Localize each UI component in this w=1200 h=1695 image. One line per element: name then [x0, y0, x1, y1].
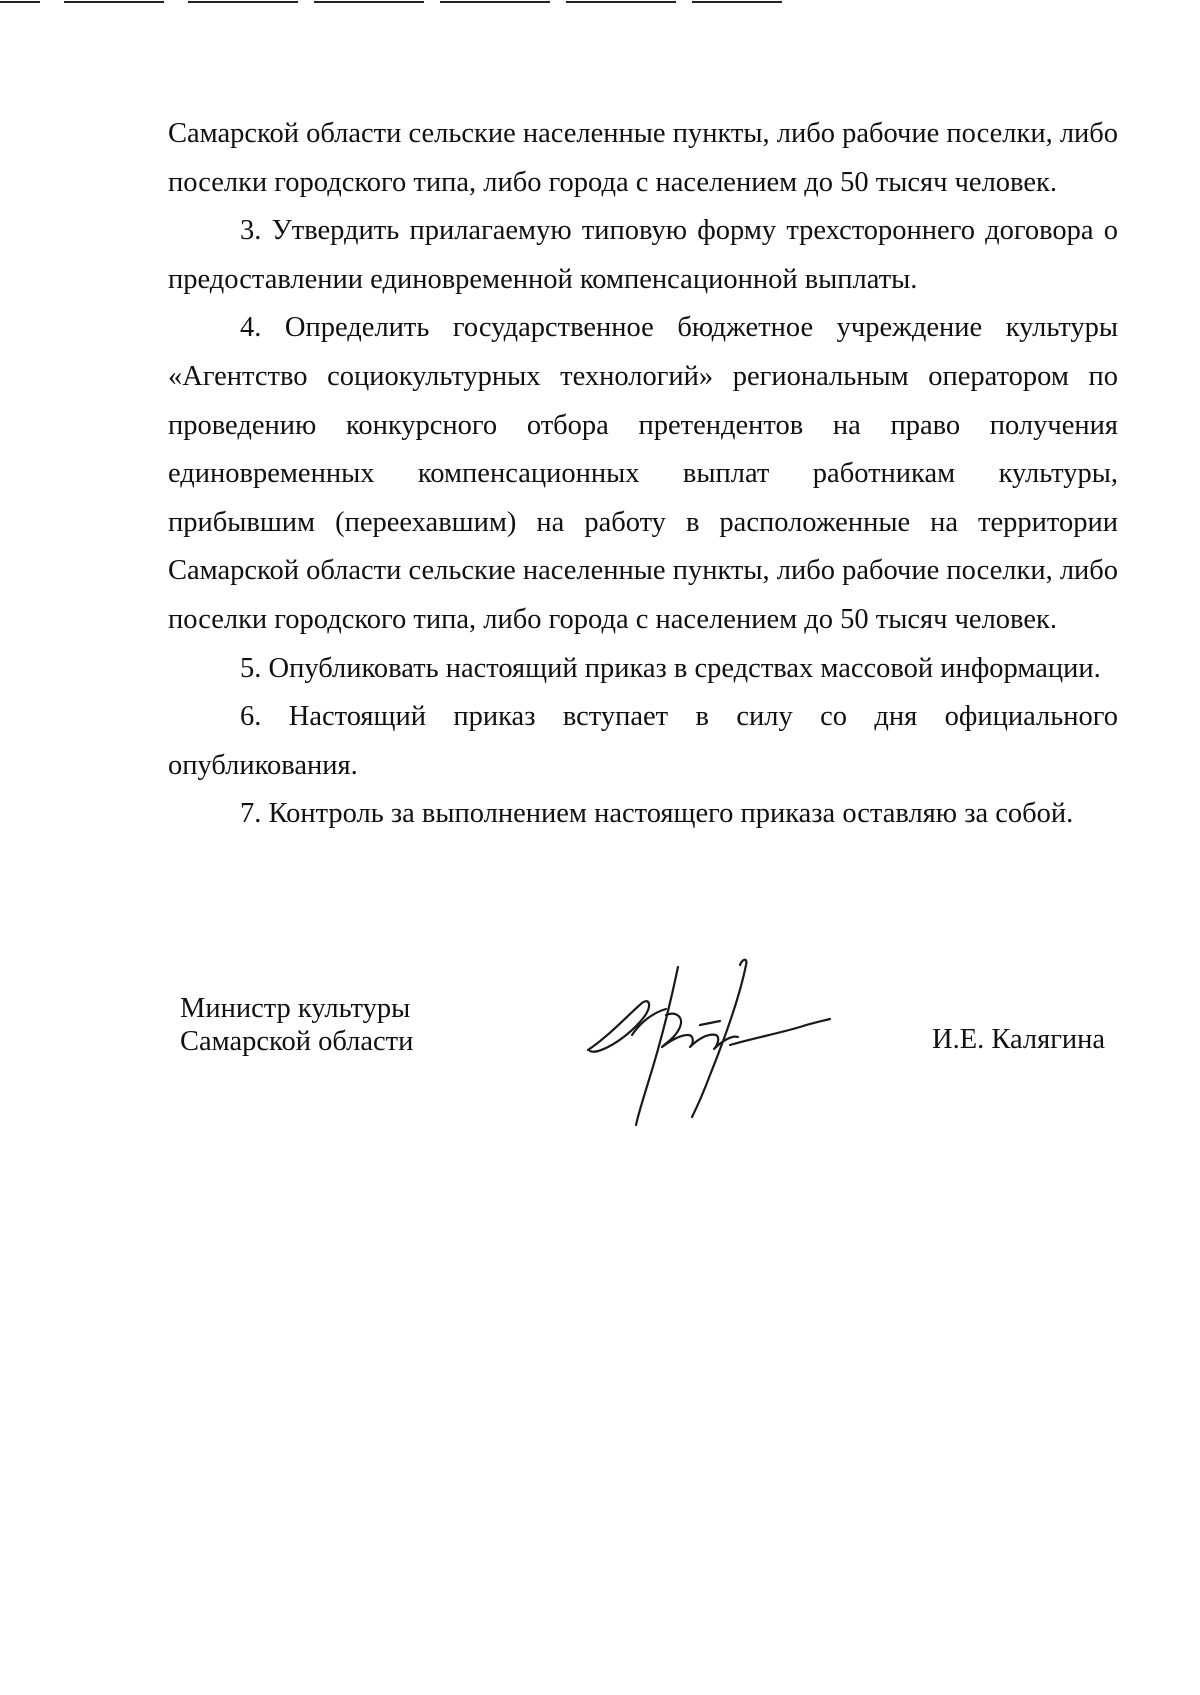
- signer-name: И.Е. Калягина: [932, 1024, 1106, 1055]
- item-4-line: прибывшим (переехавшим) на работу в расположенные на территории: [168, 506, 1118, 538]
- scan-artifact-line: [314, 1, 424, 3]
- signer-position-line: Министр культуры: [180, 993, 411, 1024]
- handwritten-signature: [580, 955, 840, 1145]
- scan-artifact-line: [692, 1, 782, 3]
- scan-artifact-line: [188, 1, 298, 3]
- item-5-line: 5. Опубликовать настоящий приказ в средствах массовой информации.: [240, 652, 1101, 684]
- item-6-line: опубликования.: [168, 749, 358, 781]
- document-body: [168, 110, 1118, 839]
- scan-artifact-line: [566, 1, 676, 3]
- item-3-line: 3. Утвердить прилагаемую типовую форму трехстороннего договора о: [240, 215, 1118, 247]
- signer-position-line: Самарской области: [180, 1026, 414, 1057]
- body-line: Самарской области сельские населенные пункты, либо рабочие поселки, либо: [168, 118, 1119, 149]
- item-4-line: Самарской области сельские населенные пункты, либо рабочие поселки, либо: [168, 555, 1119, 587]
- scan-artifact-line: [440, 1, 550, 3]
- scan-artifact-line: [0, 1, 40, 3]
- scan-artifact-line: [64, 1, 164, 3]
- item-4-line: проведению конкурсного отбора претендентов на право получения: [168, 409, 1118, 441]
- body-line: поселки городского типа, либо города с населением до 50 тысяч человек.: [168, 166, 1057, 198]
- item-7-line: 7. Контроль за выполнением настоящего приказа оставляю за собой.: [240, 798, 1074, 830]
- item-6-line: 6. Настоящий приказ вступает в силу со дня официального: [240, 701, 1118, 733]
- item-4-line: единовременных компенсационных выплат работникам культуры,: [168, 458, 1118, 490]
- item-4-line: «Агентство социокультурных технологий» региональным оператором по: [168, 360, 1118, 392]
- signer-position: [180, 992, 413, 1058]
- item-4-line: поселки городского типа, либо города с населением до 50 тысяч человек.: [168, 603, 1057, 635]
- item-3-line: предоставлении единовременной компенсационной выплаты.: [168, 263, 918, 295]
- item-4-line: 4. Определить государственное бюджетное учреждение культуры: [240, 312, 1118, 344]
